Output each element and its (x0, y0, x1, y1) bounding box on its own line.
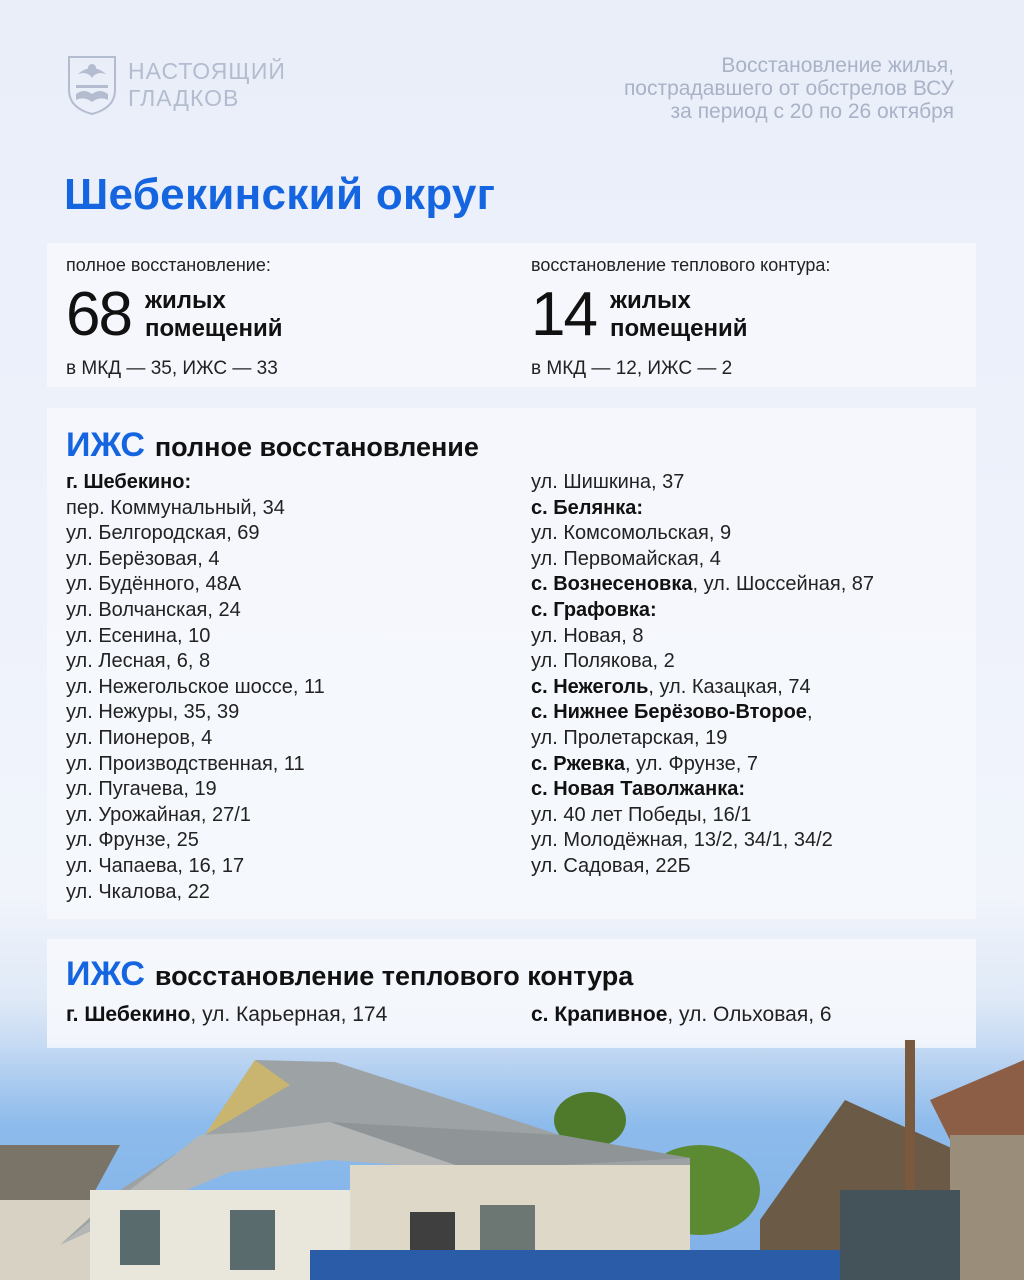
street-address: ул. Шишкина, 37 (531, 471, 685, 493)
period-note-line3: за период с 20 по 26 октября (670, 100, 954, 123)
street-address: ул. Пугачева, 19 (66, 778, 217, 801)
address-line (66, 700, 325, 726)
address-line (66, 470, 325, 496)
address-line (66, 752, 325, 778)
stat-number: 14 (531, 280, 596, 349)
stat-label: восстановление теплового контура: (531, 255, 831, 275)
street-address: ул. Полякова, 2 (531, 650, 675, 673)
street-address: ул. Чапаева, 16, 17 (66, 854, 245, 877)
address-line (531, 496, 874, 522)
address-list-left (66, 470, 325, 905)
street-address: ул. Урожайная, 27/1 (66, 803, 251, 826)
section-heading-accent: ИЖС (66, 426, 145, 464)
address-line (531, 803, 874, 829)
locality-name: с. Графовка: (531, 598, 657, 621)
address-line (531, 521, 874, 547)
address-line (66, 828, 325, 854)
address-line (66, 598, 325, 624)
section-heading (66, 426, 479, 465)
street-address: ул. Фрунзе, 25 (66, 829, 199, 852)
stat-label: полное восстановление: (66, 255, 271, 275)
period-note-line2: пострадавшего от обстрелов ВСУ (623, 77, 954, 100)
street-address: ул. Есенина, 10 (66, 624, 211, 647)
street-address: ул. Белгородская, 69 (66, 522, 260, 545)
section-heading-text: полное восстановление (154, 432, 479, 462)
stat-thermal-restoration (531, 255, 830, 380)
section-heading-accent: ИЖС (66, 955, 145, 993)
address-line (66, 726, 325, 752)
address-line (531, 675, 874, 701)
belgorod-crest-icon (66, 54, 118, 116)
brand-name (128, 58, 286, 112)
stat-number: 68 (66, 280, 131, 349)
street-address: , ул. Шоссейная, 87 (692, 573, 875, 596)
address-line (531, 828, 874, 854)
address-line (531, 598, 874, 624)
address-line (531, 726, 874, 752)
section-heading-text: восстановление теплового контура (154, 961, 634, 991)
period-note-line1: Восстановление жилья, (721, 54, 954, 77)
address-line (531, 777, 874, 803)
street-address: ул. Производственная, 11 (66, 752, 305, 775)
street-address: ул. Новая, 8 (531, 624, 644, 647)
address-line (66, 649, 325, 675)
locality-name: с. Нежеголь (531, 675, 649, 698)
address-line (531, 752, 874, 778)
street-address: ул. 40 лет Победы, 16/1 (531, 803, 752, 826)
address-line (531, 854, 874, 880)
address-line (66, 777, 325, 803)
full-restoration-card (47, 408, 976, 919)
stat-unit-line2: помещений (144, 315, 283, 342)
address-line (531, 624, 874, 650)
address-line (66, 803, 325, 829)
locality-name: г. Шебекино: (66, 471, 192, 493)
thermal-restoration-card (47, 939, 976, 1048)
address-line (531, 470, 874, 496)
address-line (531, 572, 874, 598)
locality-name: г. Шебекино (66, 1003, 191, 1026)
stat-unit-line2: помещений (609, 315, 748, 342)
street-address: ул. Берёзовая, 4 (66, 547, 220, 570)
address-line (66, 880, 325, 906)
brand-logo (66, 54, 286, 116)
address-line (531, 700, 874, 726)
address-line (66, 496, 325, 522)
street-address: , ул. Казацкая, 74 (648, 675, 811, 698)
address-line (66, 547, 325, 573)
stat-unit (145, 287, 283, 343)
stats-card (47, 243, 976, 387)
street-address: ул. Первомайская, 4 (531, 547, 721, 570)
locality-name: с. Нижнее Берёзово-Второе (531, 701, 807, 724)
stat-unit (610, 287, 748, 343)
house-photo (0, 1040, 1024, 1280)
street-address: ул. Садовая, 22Б (531, 854, 691, 877)
street-address: ул. Комсомольская, 9 (531, 522, 732, 545)
address-line (66, 521, 325, 547)
street-address: пер. Коммунальный, 34 (66, 496, 285, 519)
address-line (531, 547, 874, 573)
street-address: , ул. Фрунзе, 7 (625, 752, 758, 775)
locality-name: с. Ржевка (531, 752, 626, 775)
period-note (434, 54, 954, 123)
street-address: ул. Будённого, 48А (66, 573, 242, 596)
street-address: ул. Чкалова, 22 (66, 880, 210, 903)
address-list-right (531, 470, 874, 880)
stat-breakdown: в МКД — 12, ИЖС — 2 (531, 358, 733, 379)
address-line (66, 675, 325, 701)
locality-name: с. Белянка: (531, 496, 643, 519)
page-title: Шебекинский округ (64, 170, 496, 219)
street-address: ул. Лесная, 6, 8 (66, 650, 211, 673)
stat-unit-line1: жилых (609, 287, 691, 314)
street-address: ул. Нежегольское шоссе, 11 (66, 675, 325, 698)
locality-name: с. Крапивное (531, 1003, 668, 1026)
street-address: ул. Пионеров, 4 (66, 726, 213, 749)
locality-name: с. Новая Таволжанка: (531, 778, 745, 801)
stat-full-restoration (66, 255, 283, 380)
street-address: , (806, 701, 813, 724)
locality-name: с. Вознесеновка (531, 573, 693, 596)
street-address: , ул. Ольховая, 6 (667, 1003, 832, 1026)
address-line (531, 649, 874, 675)
address-line (66, 572, 325, 598)
street-address: ул. Волчанская, 24 (66, 598, 241, 621)
street-address: , ул. Карьерная, 174 (190, 1003, 388, 1026)
thermal-address-left (66, 1003, 387, 1027)
stat-unit-line1: жилых (144, 287, 226, 314)
address-line (66, 624, 325, 650)
brand-name-line1: НАСТОЯЩИЙ (128, 58, 286, 84)
stat-breakdown: в МКД — 35, ИЖС — 33 (66, 358, 278, 379)
street-address: ул. Пролетарская, 19 (531, 726, 728, 749)
street-address: ул. Нежуры, 35, 39 (66, 701, 240, 724)
thermal-address-right (531, 1003, 832, 1027)
section-heading (66, 955, 633, 994)
street-address: ул. Молодёжная, 13/2, 34/1, 34/2 (531, 829, 833, 852)
brand-name-line2: ГЛАДКОВ (128, 85, 240, 111)
address-line (66, 854, 325, 880)
